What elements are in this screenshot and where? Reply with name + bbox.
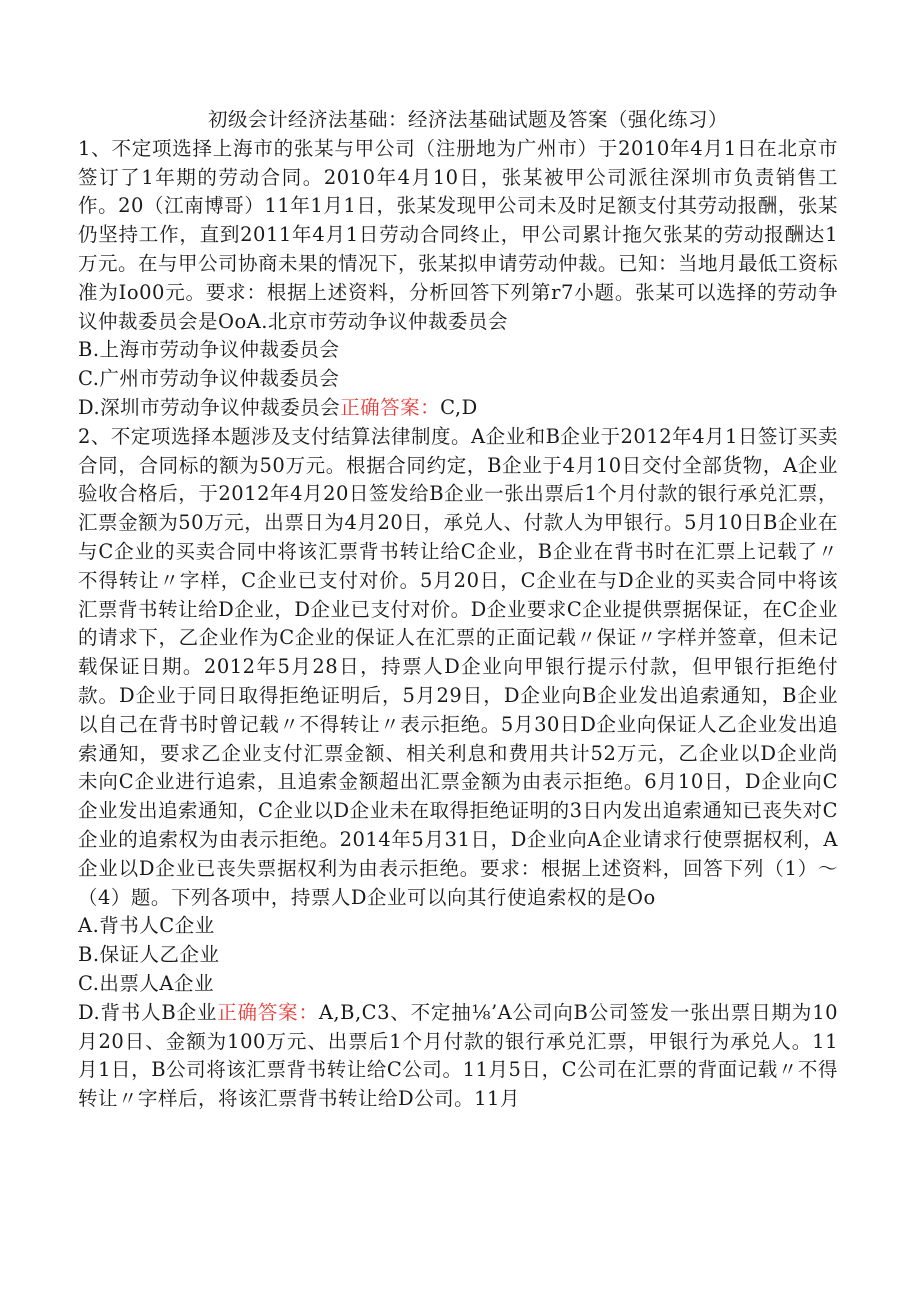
question-1-option-d-line — [78, 394, 838, 423]
question-1-option-c: C.广州市劳动争议仲裁委员会 — [78, 367, 340, 391]
question-2-answer-label: 正确答案： — [217, 1000, 319, 1024]
question-2-option-a: A.背书人C企业 — [78, 914, 215, 938]
question-2-option-d-line — [78, 999, 838, 1114]
question-1-stem: 1、不定项选择上海市的张某与甲公司（注册地为广州市）于2010年4月1日在北京市签订了1年期的劳动合同。2010年4月10日，张某被甲公司派往深圳市负责销售工作。20（江南博哥）11年1月1日，张某发现甲公司未及时足额支付其劳动报酬，张某仍坚持工作，直到2011年4月1日劳动合同终止，甲公司累计拖欠张某的劳动报酬达1万元。在与甲公司协商未果的情况下，张某拟申请劳动仲裁。已知：当地月最低工资标准为Io00元。要求：根据上述资料，分析回答下列第r7小题。张某可以选择的劳动争议仲裁委员会是OoA.北京市劳动争议仲裁委员会 — [78, 136, 839, 333]
question-2-option-b: B.保证人乙企业 — [78, 943, 220, 967]
question-2-stem: 2、不定项选择本题涉及支付结算法律制度。A企业和B企业于2012年4月1日签订买卖合同，合同标的额为50万元。根据合同约定，B企业于4月10日交付全部货物，A企业验收合格后，于2012年4月20日签发给B企业一张出票后1个月付款的银行承兑汇票，汇票金额为50万元，出票日为4月20日，承兑人、付款人为甲银行。5月10日B企业在与C企业的买卖合同中将该汇票背书转让给C企业，B企业在背书时在汇票上记载了〃不得转让〃字样，C企业已支付对价。5月20日，C企业在与D企业的买卖合同中将该汇票背书转让给D企业，D企业已支付对价。D企业要求C企业提供票据保证，在C企业的请求下，乙企业作为C企业的保证人在汇票的正面记载〃保证〃字样并签章，但未记载保证日期。2012年5月28日，持票人D企业向甲银行提示付款，但甲银行拒绝付款。D企业于同日取得拒绝证明后，5月29日，D企业向B企业发出追索通知，B企业以自己在背书时曾记载〃不得转让〃表示拒绝。5月30日D企业向保证人乙企业发出追索通知，要求乙企业支付汇票金额、相关利息和费用共计52万元，乙企业以D企业尚未向C企业进行追索，且追索金额超出汇票金额为由表示拒绝。6月10日，D企业向C企业发出追索通知，C企业以D企业未在取得拒绝证明的3日内发出追索通知已丧失对C企业的追索权为由表示拒绝。2014年5月31日，D企业向A企业请求行使票据权利，A企业以D企业已丧失票据权利为由表示拒绝。要求：根据上述资料，回答下列（1）～（4）题。下列各项中，持票人D企业可以向其行使追索权的是Oo — [78, 424, 838, 909]
document-title: 初级会计经济法基础：经济法基础试题及答案（强化练习） — [207, 108, 728, 131]
question-1-answer-value: C,D — [440, 395, 478, 419]
question-2-option-d: D.背书人B企业 — [78, 1000, 218, 1024]
question-1-answer-label: 正确答案： — [340, 395, 441, 419]
question-1-option-d: D.深圳市劳动争议仲裁委员会 — [78, 395, 341, 419]
question-1-option-b: B.上海市劳动争议仲裁委员会 — [78, 338, 340, 362]
question-3-stem: 3、不定抽⅛’A公司向B公司签发一张出票日期为10月20日、金额为100万元、出票后1个月付款的银行承兑汇票，甲银行为承兑人。11月1日，B公司将该汇票背书转让给C公司。11月5日，C公司在汇票的背面记载〃不得转让〃字样后，将该汇票背书转让给D公司。11月 — [78, 1000, 839, 1111]
document-page — [78, 106, 838, 1114]
question-2-option-c: C.出票人A企业 — [78, 971, 215, 995]
question-2-answer-value: A,B,C — [318, 1000, 378, 1024]
